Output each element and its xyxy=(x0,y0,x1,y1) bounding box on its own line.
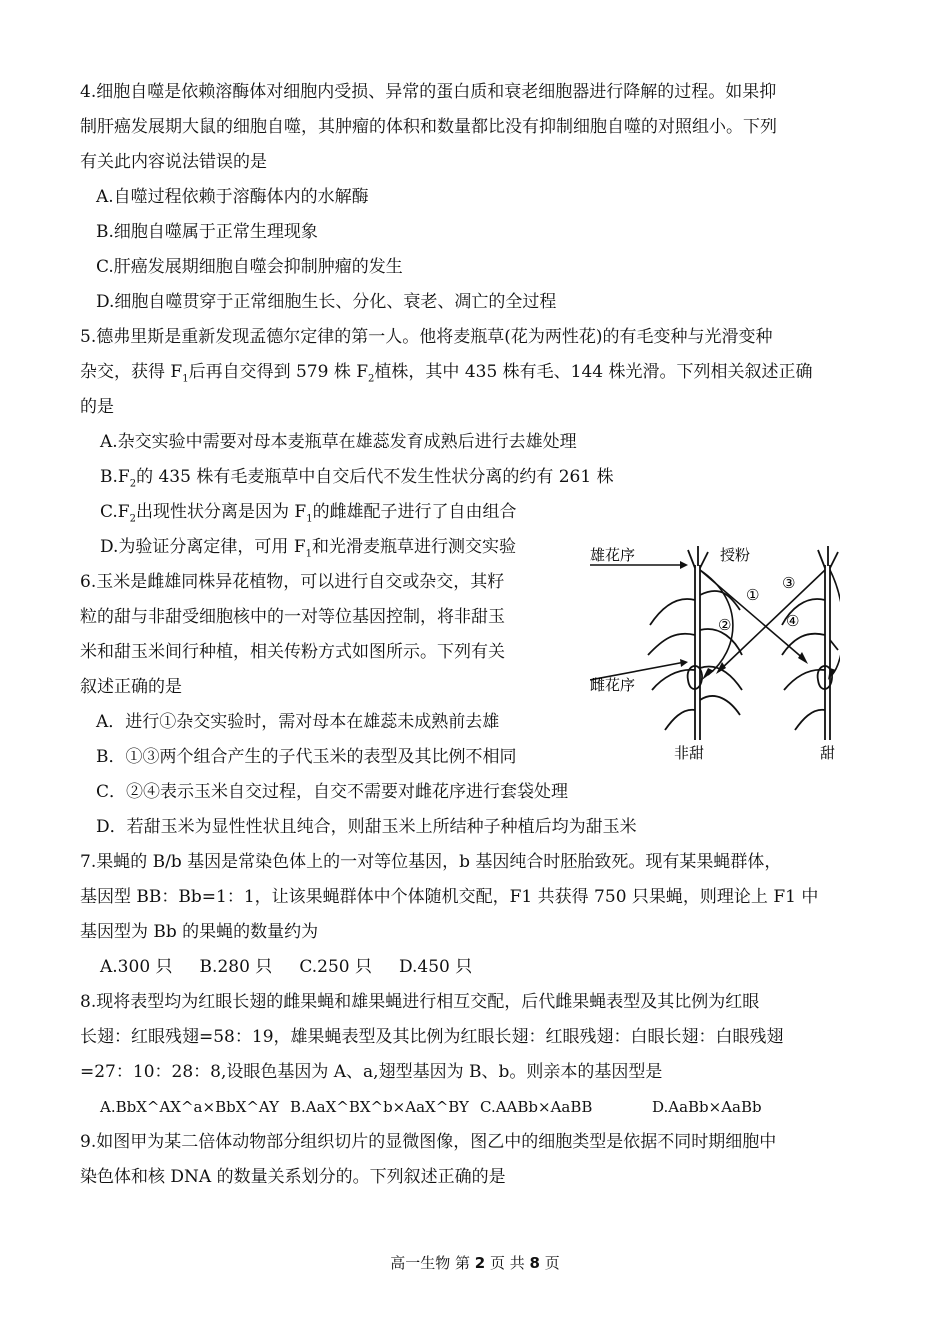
q9-stem-line-1: 9.如图甲为某二倍体动物部分组织切片的显微图像，图乙中的细胞类型是依据不同时期细胞中 xyxy=(80,1132,777,1152)
q5-option-b: $B.F_2$的 435 株有毛麦瓶草中自交后代不发生性状分离的约有 261 株 xyxy=(100,467,614,490)
q6-stem-line-2: 粒的甜与非甜受细胞核中的一对等位基因控制，将非甜玉 xyxy=(80,607,505,627)
q5-stem-line-1: 5.德弗里斯是重新发现孟德尔定律的第一人。他将麦瓶草(花为两性花)的有毛变种与光滑变种 xyxy=(80,327,773,347)
q4-option-a: A.自噬过程依赖于溶酶体内的水解酶 xyxy=(96,187,369,207)
q4-option-c: C.肝癌发展期细胞自噬会抑制肿瘤的发生 xyxy=(96,257,403,277)
q8-option-b: B.AaX^BX^b×AaX^BY xyxy=(290,1098,469,1116)
q7-stem-line-2: 基因型 BB：Bb=1：1，让该果蝇群体中个体随机交配，F1 共获得 750 只果蝇，则理论上 F1 中 xyxy=(80,887,819,907)
q4-option-d: D.细胞自噬贯穿于正常细胞生长、分化、衰老、凋亡的全过程 xyxy=(96,292,557,312)
q8-option-a: A.BbX^AX^a×BbX^AY xyxy=(100,1098,280,1116)
left-plant-label: 非甜 xyxy=(674,744,705,762)
q6-stem-line-3: 米和甜玉米间行种植，相关传粉方式如图所示。下列有关 xyxy=(80,642,505,662)
q7-stem-line-3: 基因型为 Bb 的果蝇的数量约为 xyxy=(80,922,319,942)
q7-options: A.300 只 B.280 只 C.250 只 D.450 只 xyxy=(100,957,473,977)
q5-option-c: $C.F_2$出现性状分离是因为 $F_1$的雌雄配子进行了自由组合 xyxy=(100,502,517,525)
q9-stem-line-2: 染色体和核 DNA 的数量关系划分的。下列叙述正确的是 xyxy=(80,1167,506,1187)
page-footer: 高一生物 第 2 页 共 8 页 xyxy=(390,1254,560,1272)
q6-stem-line-1: 6.玉米是雌雄同株异花植物，可以进行自交或杂交，其籽 xyxy=(80,572,505,592)
q4-stem-line-2: 制肝癌发展期大鼠的细胞自噬，其肿瘤的体积和数量都比没有抑制细胞自噬的对照组小。下列 xyxy=(80,117,777,137)
q5-stem-line-2: 杂交，获得 $F_1$后再自交得到 579 株 $F_2$植株，其中 435 株有毛、144 株光滑。下列相关叙述正确 xyxy=(80,362,813,385)
q4-stem-line-3: 有关此内容说法错误的是 xyxy=(80,152,267,172)
q8-option-c: C.AABb×AaBB xyxy=(480,1098,593,1116)
male-inflorescence-label: 雄花序 xyxy=(590,546,636,564)
q8-option-d: D.AaBb×AaBb xyxy=(652,1098,762,1116)
q4-stem-line-1: 4.细胞自噬是依赖溶酶体对细胞内受损、异常的蛋白质和衰老细胞器进行降解的过程。如果抑 xyxy=(80,82,777,102)
pollination-label: 授粉 xyxy=(720,546,751,564)
q5-stem-line-3: 的是 xyxy=(80,397,114,417)
q8-stem-line-3: =27：10：28：8,设眼色基因为 A、a,翅型基因为 B、b。则亲本的基因型是 xyxy=(80,1062,663,1082)
q5-option-d: D.为验证分离定律，可用 $F_1$和光滑麦瓶草进行测交实验 xyxy=(100,537,517,560)
q8-stem-line-2: 长翅：红眼残翅=58：19，雄果蝇表型及其比例为红眼长翅：红眼残翅：白眼长翅：白眼残翅 xyxy=(80,1027,784,1047)
q6-option-c: C．②④表示玉米自交过程，自交不需要对雌花序进行套袋处理 xyxy=(96,782,569,802)
left-corn-plant xyxy=(648,546,742,740)
marker-2: ② xyxy=(718,616,732,634)
female-inflorescence-label: 雌花序 xyxy=(590,676,636,694)
q6-option-b: B．①③两个组合产生的子代玉米的表型及其比例不相同 xyxy=(96,747,517,767)
q6-option-d: D．若甜玉米为显性性状且纯合，则甜玉米上所结种子种植后均为甜玉米 xyxy=(96,817,637,837)
pollination-arrows xyxy=(590,565,840,680)
q7-stem-line-1: 7.果蝇的 B/b 基因是常染色体上的一对等位基因，b 基因纯合时胚胎致死。现有某果蝇群体， xyxy=(80,852,782,872)
right-plant-label: 甜 xyxy=(820,744,836,762)
q6-option-a: A．进行①杂交实验时，需对母本在雄蕊未成熟前去雄 xyxy=(96,712,500,732)
q4-option-b: B.细胞自噬属于正常生理现象 xyxy=(96,222,318,242)
q5-option-a: A.杂交实验中需要对母本麦瓶草在雄蕊发育成熟后进行去雄处理 xyxy=(100,432,577,452)
marker-4: ④ xyxy=(786,612,800,630)
marker-1: ① xyxy=(746,586,760,604)
q6-stem-line-4: 叙述正确的是 xyxy=(80,677,182,697)
q8-stem-line-1: 8.现将表型均为红眼长翅的雌果蝇和雄果蝇进行相互交配，后代雌果蝇表型及其比例为红眼 xyxy=(80,992,760,1012)
marker-3: ③ xyxy=(782,574,796,592)
corn-pollination-figure xyxy=(590,540,840,770)
